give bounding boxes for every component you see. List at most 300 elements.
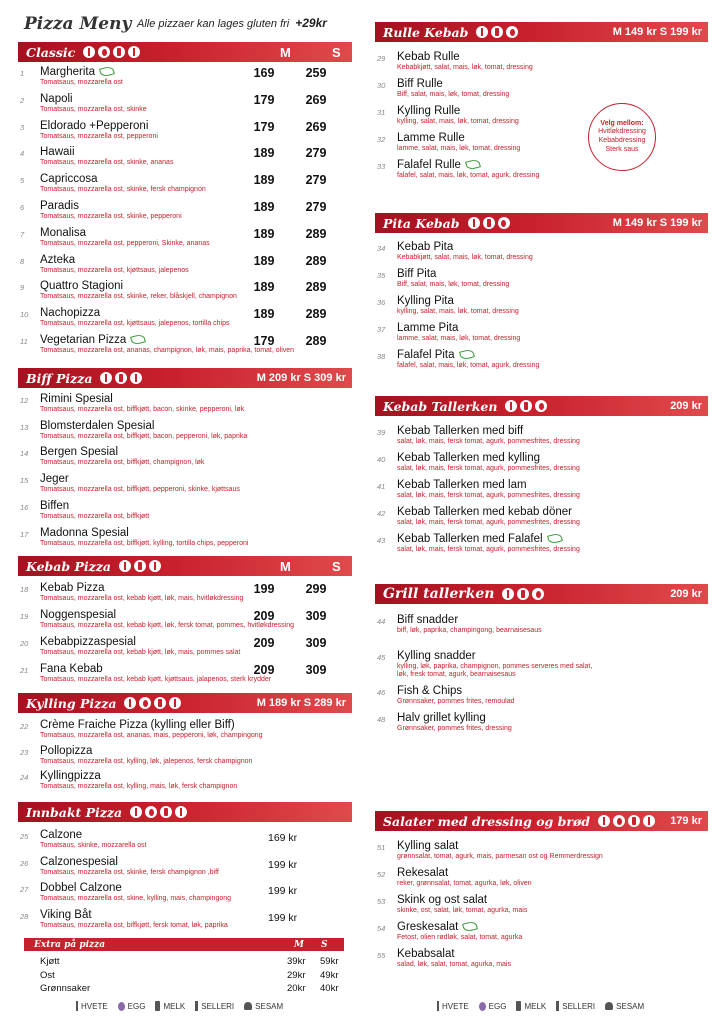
legend-label: HVETE — [442, 1001, 469, 1011]
item-name-text: Kebab Tallerken med lam — [397, 479, 527, 491]
item-description: Tomatsaus, mozzarella ost — [40, 79, 123, 86]
celery-icon — [169, 697, 181, 709]
extra-col-m: M — [294, 939, 304, 950]
celery-icon — [149, 560, 161, 572]
vegetarian-leaf-icon — [130, 334, 146, 346]
item-description: Tomatsaus, mozzarella ost, skinke, fersk champignon ,biff — [40, 868, 219, 876]
wheat-icon — [130, 806, 142, 818]
item-description: salat, løk, mais, fersk tomat, agurk, pommesfrites, dressing — [397, 519, 580, 526]
item-name — [40, 200, 79, 212]
item-name — [40, 500, 69, 512]
item-name — [397, 241, 453, 253]
badge-line: Sterk saus — [605, 145, 639, 153]
item-description: Tomatsaus, mozzarella ost, skinke, ananas — [40, 159, 174, 167]
item-name-text: Kebab Tallerken med kebab döner — [397, 506, 572, 518]
vegetarian-leaf-icon — [547, 533, 563, 545]
item-name — [397, 51, 460, 63]
section-bar-classic — [18, 42, 352, 62]
item-name-text: Crème Fraiche Pizza (kylling eller Biff) — [40, 719, 235, 731]
item-number: 24 — [20, 773, 29, 782]
item-name-text: Greskesalat — [397, 921, 459, 933]
gluten-free-price: +29kr — [295, 16, 327, 30]
item-description: Tomatsaus, mozzarella ost, biffkjøtt, kylling, tortilla chips, pepperoni — [40, 539, 249, 547]
item-description: falafel, salat, mais, løk, tomat, agurk, dressing — [397, 362, 540, 369]
price-small: 269 — [305, 92, 327, 107]
wheat-icon — [502, 588, 514, 600]
item-name-text: Dobbel Calzone — [40, 882, 122, 895]
item-description: salat, løk, mais, fersk tomat, agurk, pommesfrites, dressing — [397, 492, 580, 499]
item-number: 25 — [20, 832, 29, 841]
item-name-text: Madonna Spesial — [40, 526, 129, 539]
wheat-icon — [468, 217, 480, 229]
item-name-text: Pollopizza — [40, 744, 93, 757]
item-number: 29 — [377, 54, 386, 63]
item-name-text: Biffen — [40, 499, 70, 512]
item-name — [40, 173, 98, 185]
item-number: 19 — [20, 612, 29, 621]
allergen-legend-right — [437, 1001, 644, 1011]
allergen-icons — [468, 217, 510, 229]
extra-title: Extra på pizza — [34, 939, 106, 950]
item-name — [397, 840, 458, 852]
item-description: Tomatsaus, mozzarella ost, kebab kjøtt, løk, mais, hvitløkdressing — [40, 595, 244, 602]
milk-icon — [160, 806, 172, 818]
item-number: 44 — [377, 617, 386, 626]
item-number: 31 — [377, 108, 386, 117]
extra-name: Grønnsaker — [40, 983, 91, 994]
allergen-icons — [598, 815, 655, 827]
item-name-text: Margherita — [40, 66, 95, 78]
item-name — [40, 393, 113, 405]
item-description: Grønnsaker, pommes frites, dressing — [397, 725, 512, 732]
price-small: 309 — [305, 663, 327, 677]
item-description: salad, løk, salat, tomat, agurka, mais — [397, 961, 511, 968]
item-number: 12 — [20, 396, 29, 405]
item-name-text: Kylling salat — [397, 840, 459, 852]
item-name — [40, 770, 101, 782]
allergen-icons — [83, 46, 140, 58]
legend-selleri — [195, 1001, 234, 1011]
item-name — [40, 334, 145, 346]
allergen-icons — [124, 697, 181, 709]
item-description: Tomatsaus, mozzarella ost, kjøttsaus, jalepenos — [40, 266, 189, 274]
price-small: 289 — [305, 307, 327, 322]
item-name — [397, 533, 562, 545]
price-small: 289 — [305, 253, 327, 268]
price-small: 289 — [305, 334, 327, 348]
item-name-text: Napoli — [40, 92, 73, 105]
item-description: Biff, salat, mais, løk, tomat, dressing — [397, 91, 510, 98]
item-name — [40, 280, 123, 292]
section-bar-tallerken — [375, 396, 708, 416]
allergen-icons — [502, 588, 544, 600]
item-name — [40, 582, 105, 594]
celery-icon — [128, 46, 140, 58]
item-description: salat, løk, mais, fersk tomat, agurk, pommesfrites, dressing — [397, 465, 580, 472]
item-name — [397, 78, 443, 90]
item-description: Grønnsaker, pommes frites, remoulad — [397, 698, 515, 705]
item-description: Tomatsaus, mozzarella ost, skinke, pepperoni — [40, 213, 182, 220]
item-name-text: Calzone — [40, 829, 83, 841]
item-name — [397, 295, 454, 307]
celery-icon — [175, 806, 187, 818]
item-name — [397, 921, 477, 933]
section-price: 209 kr — [670, 400, 702, 412]
extra-name: Ost — [40, 969, 55, 981]
item-name — [40, 745, 92, 757]
menu-title: Pizza Meny — [24, 14, 132, 34]
item-name — [40, 307, 100, 319]
item-number: 41 — [377, 482, 386, 491]
section-title: Kebab Pizza — [26, 558, 111, 574]
item-description: lamme, salat, mais, løk, tomat, dressing — [397, 145, 521, 152]
item-name — [40, 227, 86, 239]
item-number: 48 — [377, 715, 386, 724]
section-title: Salater med dressing og brød — [383, 813, 591, 829]
section-price: 209 kr — [670, 588, 702, 600]
item-number: 26 — [20, 858, 29, 868]
price-medium: 209 — [253, 636, 275, 650]
item-description: Tomatsaus, mozzarella ost, biffkjøtt, bacon, pepperoni, løk, paprika — [40, 432, 248, 440]
extra-bar — [24, 938, 344, 951]
item-number: 17 — [20, 529, 29, 539]
legend-label: SELLERI — [562, 1001, 596, 1011]
item-number: 16 — [20, 502, 29, 512]
item-description: løk, fresk tomat, agurk, bearnaisesaus — [397, 671, 516, 678]
item-number: 55 — [377, 951, 386, 960]
sesame-icon — [244, 1002, 252, 1010]
price-medium: 209 — [253, 609, 275, 623]
item-name-text: Nachopizza — [40, 307, 101, 320]
section-bar-innbakt — [18, 802, 352, 822]
item-name — [397, 132, 465, 144]
milk-icon — [115, 372, 127, 384]
item-description: Tomatsaus, mozzarella ost, biffkjøtt, champignon, løk — [40, 459, 205, 467]
legend-egg — [118, 1002, 146, 1011]
item-name-text: Azteka — [40, 253, 76, 266]
item-description: Tomatsaus, mozzarella ost, biffkjøtt, bacon, skinke, pepperoni, løk — [40, 406, 245, 413]
item-name-text: Lamme Rulle — [397, 132, 465, 144]
item-name-text: Fish & Chips — [397, 685, 463, 697]
price-medium: 179 — [253, 334, 275, 348]
item-name-text: Kebab Pizza — [40, 582, 105, 594]
item-price: 199 kr — [268, 912, 298, 925]
item-price: 199 kr — [268, 885, 298, 898]
item-number: 22 — [20, 722, 29, 731]
section-bar-rulle — [375, 22, 708, 42]
vegetarian-leaf-icon — [462, 921, 478, 933]
section-title: Grill tallerken — [383, 586, 495, 602]
section-title: Pita Kebab — [383, 215, 460, 231]
item-name-text: Viking Båt — [40, 909, 92, 922]
item-description: kylling, salat, mais, løk, tomat, dressing — [397, 118, 519, 125]
section-bar-grill — [375, 584, 708, 604]
item-number: 39 — [377, 428, 386, 437]
item-name — [397, 650, 476, 662]
item-number: 4 — [20, 149, 25, 159]
section-bar-salater — [375, 811, 708, 831]
legend-label: EGG — [488, 1001, 507, 1011]
milk-icon — [155, 1001, 160, 1011]
legend-label: HVETE — [81, 1001, 108, 1011]
egg-icon — [532, 588, 544, 600]
vegetarian-leaf-icon — [459, 349, 475, 361]
price-small: 259 — [305, 66, 327, 80]
milk-icon — [628, 815, 640, 827]
item-number: 53 — [377, 897, 386, 906]
item-description: reker, grønnsalat, tomat, agurka, løk, oliven — [397, 880, 532, 887]
item-number: 11 — [20, 337, 28, 346]
item-number: 23 — [20, 747, 29, 757]
item-name — [40, 609, 116, 621]
price-small: 309 — [305, 609, 327, 623]
item-description: Tomatsaus, mozzarella ost, kylling, mais, løk, fersk champignon — [40, 783, 238, 790]
item-name — [397, 479, 527, 491]
item-name — [397, 425, 523, 437]
col-m-header: M — [280, 558, 291, 574]
item-name — [40, 120, 148, 132]
egg-icon — [479, 1002, 486, 1011]
milk-icon — [134, 560, 146, 572]
price-medium: 189 — [253, 307, 275, 322]
legend-hvete — [76, 1001, 108, 1011]
item-description: Tomatsaus, mozzarella ost, biffkjøtt — [40, 512, 150, 520]
item-name — [40, 719, 235, 731]
section-bar-kylling — [18, 693, 352, 713]
item-description: Fetost, olien rødløk, salat, tomat, agurka — [397, 934, 523, 941]
item-name — [40, 93, 73, 105]
allergen-icons — [119, 560, 161, 572]
wheat-icon — [476, 26, 488, 38]
milk-icon — [516, 1001, 521, 1011]
wheat-icon — [100, 372, 112, 384]
egg-icon — [145, 806, 157, 818]
egg-icon — [506, 26, 518, 38]
egg-icon — [613, 815, 625, 827]
item-description: Tomatsaus, mozzarella ost, skine, kylling, mais, champingong — [40, 895, 232, 903]
item-number: 3 — [20, 122, 25, 132]
item-description: Tomatsaus, mozzarella ost, ananas, champignon, løk, mais, paprika, tomat, oliven — [40, 347, 295, 354]
item-number: 36 — [377, 298, 386, 307]
wheat-icon — [505, 400, 517, 412]
item-name — [40, 446, 118, 458]
legend-sesam — [605, 1002, 644, 1011]
extra-price-m: 20kr — [287, 983, 306, 994]
wheat-icon — [124, 697, 136, 709]
item-name-text: Kebabpizzaspesial — [40, 636, 136, 648]
item-description: kylling, salat, mais, løk, tomat, dressing — [397, 308, 519, 315]
item-name-text: Biff Pita — [397, 268, 437, 280]
item-name-text: Kylling Pita — [397, 295, 454, 307]
item-price: 169 kr — [268, 832, 298, 844]
item-name — [397, 614, 458, 626]
item-name-text: Vegetarian Pizza — [40, 334, 127, 346]
section-price: M 189 kr S 289 kr — [256, 697, 346, 709]
item-name-text: Capriccosa — [40, 173, 98, 186]
item-name-text: Calzonespesial — [40, 855, 118, 868]
price-small: 289 — [305, 280, 327, 295]
extra-price-s: 40kr — [320, 983, 339, 994]
price-medium: 189 — [253, 146, 275, 161]
price-medium: 179 — [253, 92, 275, 107]
item-price: 199 kr — [268, 858, 298, 871]
item-name-text: Falafel Rulle — [397, 159, 461, 171]
item-description: kylling, løk, paprika, champignon, pommes serveres med salat, — [397, 663, 593, 670]
item-description: Biff, salat, mais, løk, tomat, dressing — [397, 281, 510, 288]
col-s-header: S — [332, 558, 341, 574]
milk-icon — [483, 217, 495, 229]
item-name-text: Biff Rulle — [397, 78, 443, 90]
allergen-icons — [505, 400, 547, 412]
price-medium: 179 — [253, 119, 275, 134]
item-number: 45 — [377, 653, 386, 662]
celery-icon — [130, 372, 142, 384]
item-name-text: Eldorado +Pepperoni — [40, 119, 149, 132]
price-medium: 209 — [253, 663, 275, 677]
item-name — [40, 146, 75, 158]
item-name-text: Jeger — [40, 473, 69, 486]
legend-label: MELK — [163, 1001, 186, 1011]
price-medium: 199 — [253, 582, 275, 596]
extra-price-m: 29kr — [287, 969, 306, 981]
item-number: 52 — [377, 870, 386, 879]
item-name — [40, 856, 118, 868]
item-number: 54 — [377, 924, 386, 933]
item-description: Tomatsaus, mozzarella ost, skinke, reker, blåskjell, champignon — [40, 293, 237, 301]
item-number: 20 — [20, 639, 29, 648]
item-name — [40, 473, 69, 485]
item-name — [397, 948, 455, 960]
dressing-choice-badge — [588, 103, 656, 171]
wheat-icon — [76, 1001, 78, 1011]
item-description: Kebabkjøtt, salat, mais, løk, tomat, dressing — [397, 64, 533, 71]
milk-icon — [491, 26, 503, 38]
legend-hvete — [437, 1001, 469, 1011]
egg-icon — [98, 46, 110, 58]
price-small: 279 — [305, 173, 327, 188]
item-name — [397, 894, 487, 906]
price-small: 309 — [305, 636, 327, 650]
egg-icon — [139, 697, 151, 709]
price-medium: 189 — [253, 226, 275, 241]
item-description: Tomatsaus, mozzarella ost, biffkjøtt, pepperoni, skinke, kjøttsaus — [40, 486, 240, 494]
price-medium: 189 — [253, 200, 275, 214]
item-number: 38 — [377, 352, 386, 361]
allergen-icons — [130, 806, 187, 818]
item-name-text: Kebab Tallerken med biff — [397, 425, 524, 437]
item-description: salat, løk, mais, fersk tomat, agurk, pommesfrites, dressing — [397, 438, 580, 445]
item-number: 43 — [377, 536, 386, 545]
item-name — [397, 506, 572, 518]
item-number: 40 — [377, 455, 386, 464]
item-number: 15 — [20, 476, 29, 486]
item-name-text: Bergen Spesial — [40, 446, 118, 459]
price-medium: 189 — [253, 253, 275, 268]
section-title: Classic — [26, 44, 76, 60]
item-number: 9 — [20, 283, 25, 293]
section-title: Kebab Tallerken — [383, 398, 498, 414]
item-name-text: Kylling snadder — [397, 650, 476, 662]
milk-icon — [113, 46, 125, 58]
price-small: 299 — [305, 582, 327, 596]
legend-melk — [516, 1001, 546, 1011]
allergen-icons — [476, 26, 518, 38]
item-name-text: Kebab Pita — [397, 241, 454, 253]
vegetarian-leaf-icon — [465, 159, 481, 171]
item-name-text: Fana Kebab — [40, 663, 103, 675]
item-name-text: Noggenspesial — [40, 609, 117, 621]
extra-col-s: S — [321, 939, 328, 950]
section-price: M 209 kr S 309 kr — [256, 372, 346, 384]
item-name — [40, 909, 92, 921]
legend-label: SESAM — [255, 1001, 284, 1011]
item-description: grønnsalat, tomat, agurk, mais, parmesan ost og Remmerdressign — [397, 853, 603, 860]
item-name — [40, 527, 129, 539]
item-number: 6 — [20, 203, 25, 212]
item-name-text: Kyllingpizza — [40, 770, 101, 782]
egg-icon — [498, 217, 510, 229]
item-description: falafel, salat, mais, løk, tomat, agurk, dressing — [397, 172, 540, 179]
item-name-text: Kebab Tallerken med Falafel — [397, 533, 543, 545]
section-bar-kebab-pizza — [18, 556, 352, 576]
allergen-icons — [100, 372, 142, 384]
badge-line: Hvitløkdressing — [598, 128, 646, 136]
item-name-text: Monalisa — [40, 226, 87, 239]
extra-price-s: 59kr — [320, 956, 339, 967]
item-number: 14 — [20, 449, 29, 459]
item-description: Tomatsaus, mozzarella ost, kylling, løk, jalepenos, fersk champignon — [40, 757, 253, 765]
legend-selleri — [556, 1001, 595, 1011]
badge-line: Kebabdressing — [598, 137, 646, 144]
legend-melk — [155, 1001, 185, 1011]
item-description: Tomatsaus, mozzarella ost, pepperoni, Skinke, ananas — [40, 239, 210, 247]
sesame-icon — [605, 1002, 613, 1010]
item-number: 33 — [377, 162, 386, 171]
section-bar-pita — [375, 213, 708, 233]
allergen-legend-left — [76, 1001, 283, 1011]
item-description: Tomatsaus, mozzarella ost, kebab kjøtt, kjøttsaus, jalapenos, sterk krydder — [40, 676, 272, 683]
item-description: Tomatsaus, mozzarella ost, pepperoni — [40, 132, 158, 140]
item-name — [397, 452, 540, 464]
gluten-free-note-text: Alle pizzaer kan lages gluten fri — [137, 18, 290, 30]
celery-icon — [643, 815, 655, 827]
item-number: 32 — [377, 135, 386, 144]
item-name — [40, 882, 122, 894]
item-name — [397, 268, 436, 280]
col-s-header: S — [332, 44, 341, 60]
price-small: 269 — [305, 119, 327, 134]
price-small: 279 — [305, 146, 327, 161]
item-name — [40, 254, 75, 266]
legend-label: SELLERI — [201, 1001, 235, 1011]
badge-line: Velg mellom: — [600, 119, 644, 127]
item-name — [40, 636, 136, 648]
extra-name: Kjøtt — [40, 956, 60, 967]
section-title: Innbakt Pizza — [26, 804, 123, 820]
item-description: Tomatsaus, mozzarella ost, kjøttsaus, jalepenos, tortilla chips — [40, 320, 230, 328]
item-description: Kebabkjøtt, salat, mais, løk, tomat, dressing — [397, 254, 533, 261]
wheat-icon — [119, 560, 131, 572]
item-name-text: Falafel Pita — [397, 349, 455, 361]
item-number: 27 — [20, 885, 29, 895]
item-name-text: Kebabsalat — [397, 948, 455, 960]
item-description: Tomatsaus, mozzarella ost, skinke, fersk champignon — [40, 186, 206, 194]
item-number: 35 — [377, 271, 386, 280]
item-number: 8 — [20, 256, 25, 266]
item-name — [397, 712, 486, 724]
item-number: 21 — [20, 666, 29, 675]
legend-egg — [479, 1002, 507, 1011]
